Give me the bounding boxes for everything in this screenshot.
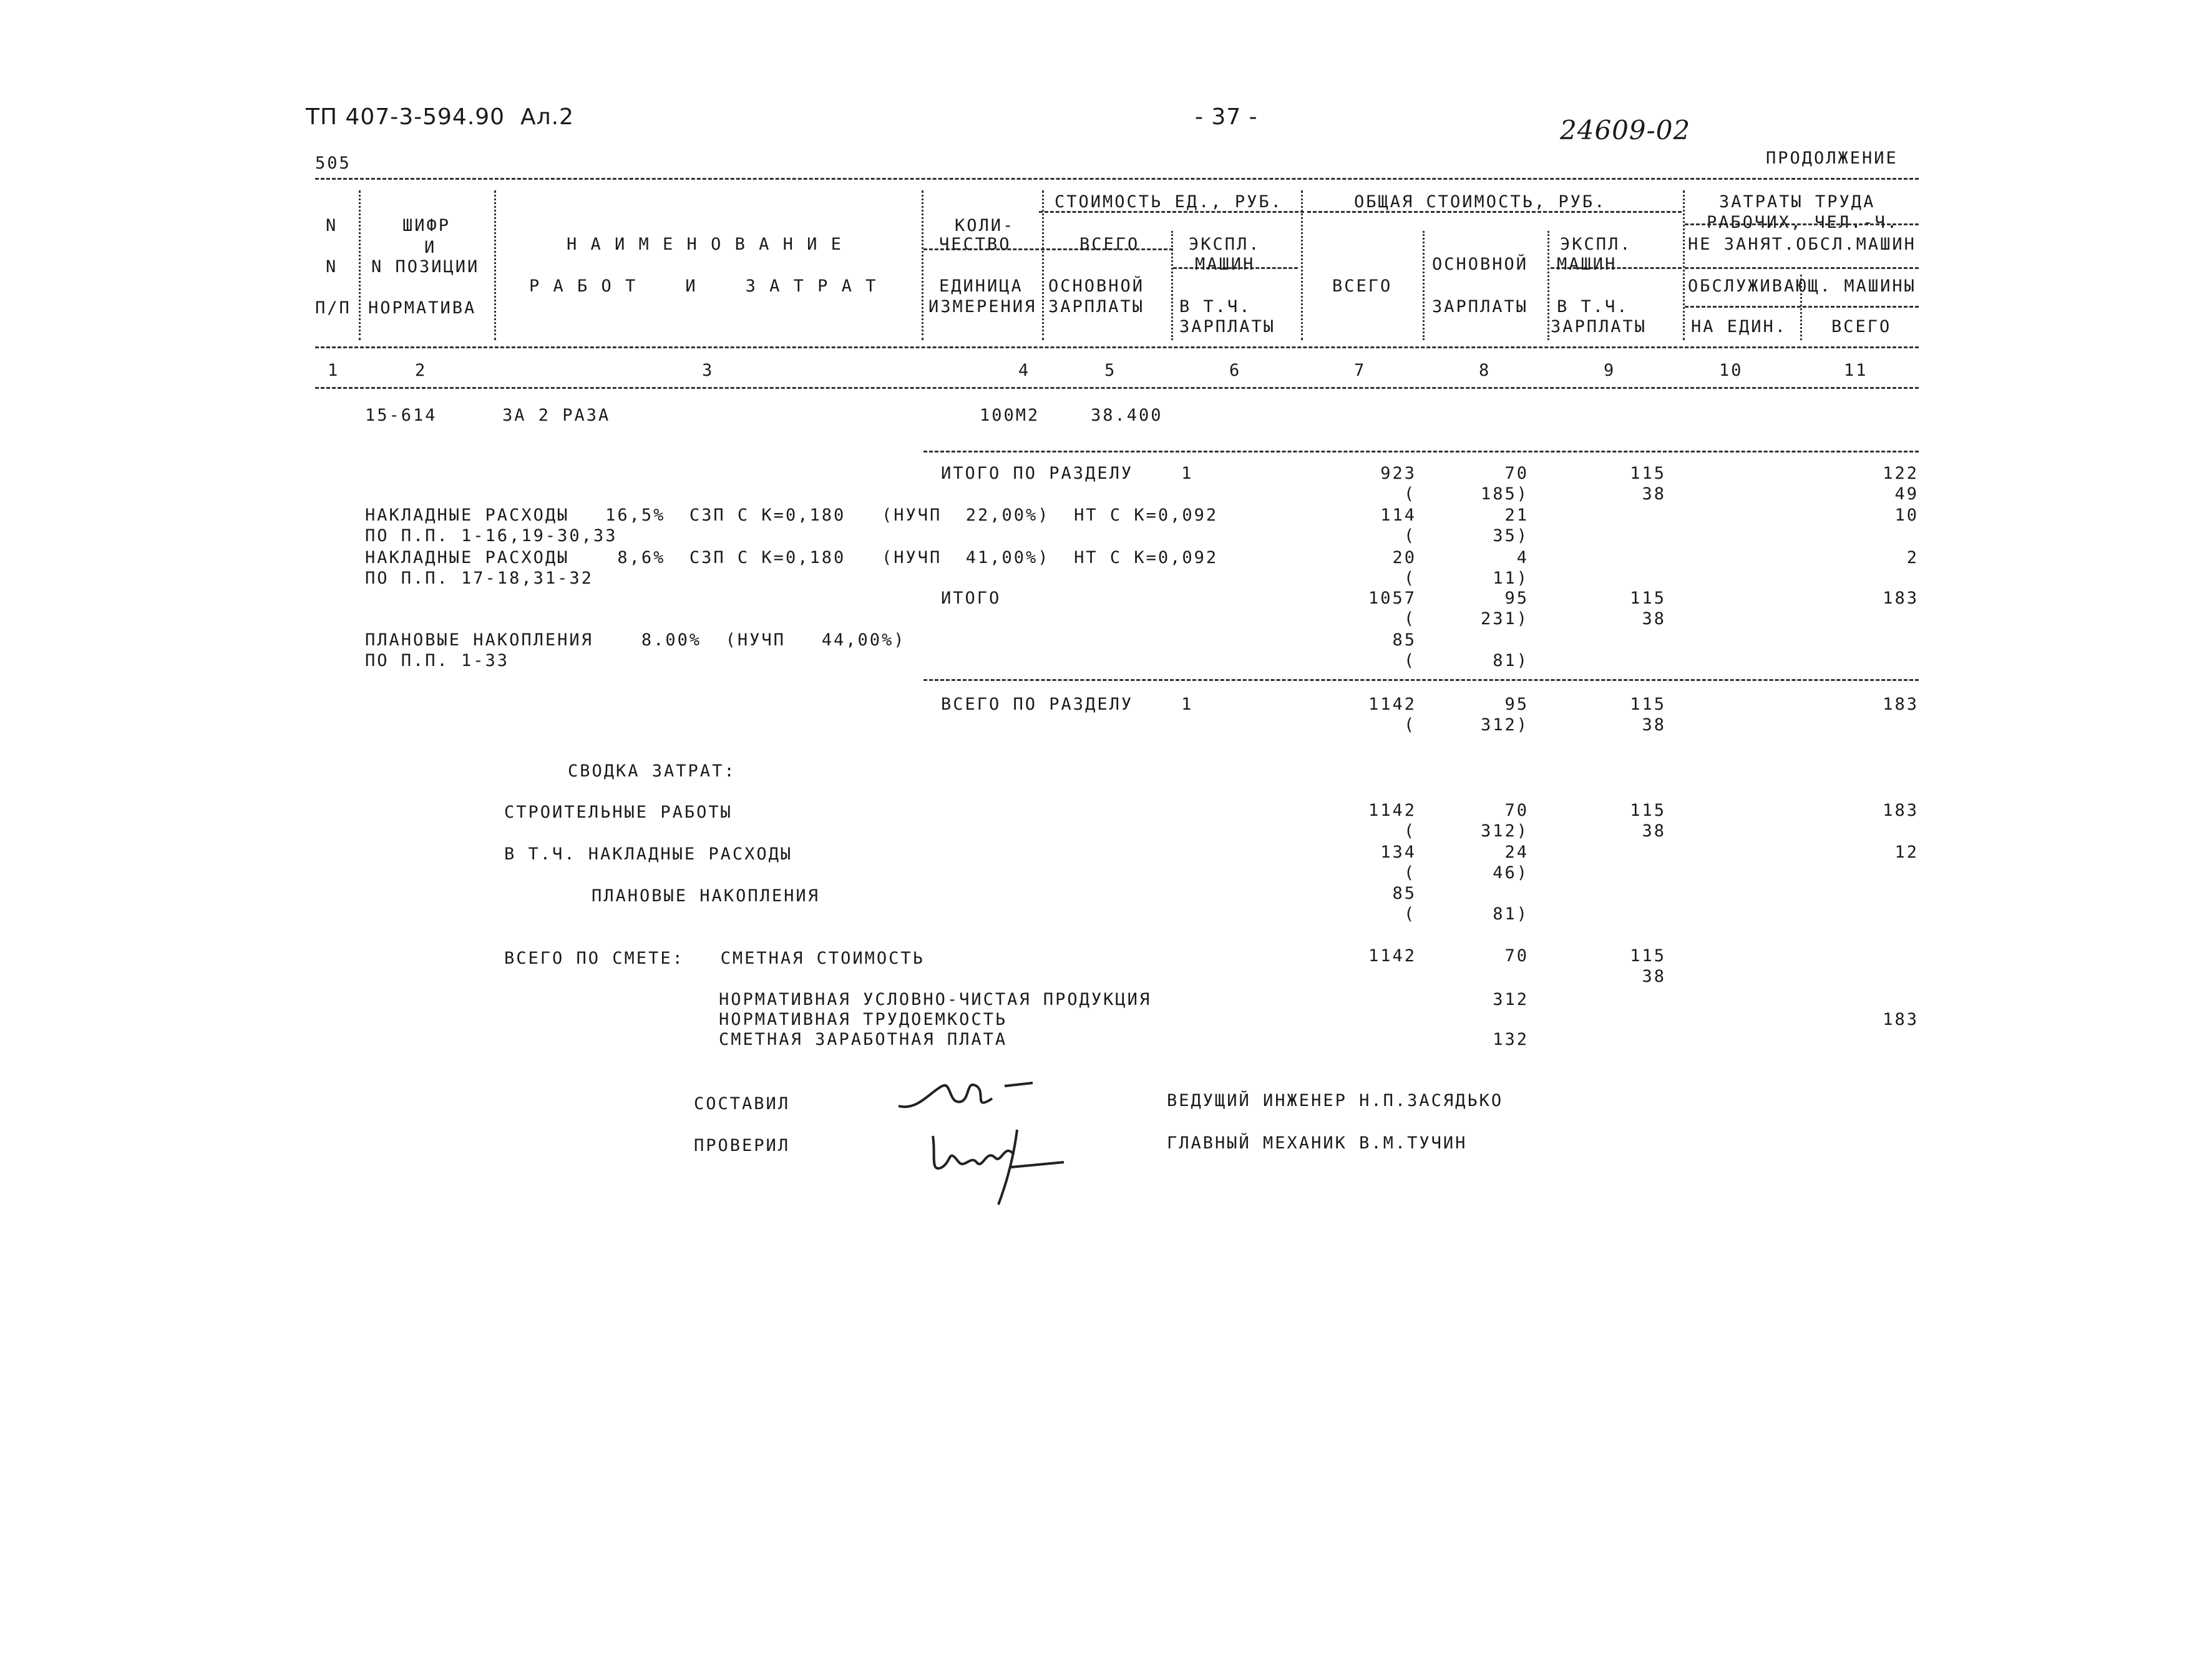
- sheet-id: 505: [315, 154, 351, 173]
- wage-fund-value: 132: [1493, 1030, 1529, 1049]
- itogo-c8: 95: [1504, 589, 1529, 608]
- overhead2-c7: 20: [1392, 548, 1416, 567]
- col1-h3: П/П: [315, 298, 351, 318]
- col5-h1: ВСЕГО: [1079, 235, 1140, 254]
- col2-h3: N ПОЗИЦИИ: [371, 257, 480, 276]
- itogo-c9: 115: [1630, 589, 1666, 608]
- estimate-total-label: ВСЕГО ПО СМЕТЕ: СМЕТНАЯ СТОИМОСТЬ: [504, 949, 925, 968]
- estimate-total-c8: 70: [1504, 946, 1529, 966]
- labor-sub-rule-1: [1685, 267, 1919, 269]
- section-grand-c8b: 312): [1480, 715, 1529, 735]
- section-total-c8: 70: [1504, 464, 1529, 483]
- col10-header: НА ЕДИН.: [1691, 317, 1788, 336]
- col-separator: [359, 190, 361, 340]
- total-cost-header: ОБЩАЯ СТОИМОСТЬ, РУБ.: [1354, 192, 1607, 212]
- paren: (: [1404, 821, 1416, 841]
- col-num-7: 7: [1354, 361, 1367, 380]
- norm-products-value: 312: [1493, 990, 1529, 1009]
- header-top-rule: [315, 178, 1919, 180]
- checker-signature: [923, 1123, 1073, 1211]
- incl-overhead-c8b: 46): [1493, 863, 1529, 883]
- col5-h3: ЗАРПЛАТЫ: [1048, 297, 1145, 316]
- col-separator: [1423, 231, 1425, 340]
- planned-line1: ПЛАНОВЫЕ НАКОПЛЕНИЯ 8.00% (НУЧП 44,00%): [365, 630, 906, 650]
- overhead2-line1: НАКЛАДНЫЕ РАСХОДЫ 8,6% СЗП С К=0,180 (НУЧП 41,00%) НТ С К=0,092: [365, 548, 1219, 567]
- construction-c11: 183: [1883, 801, 1919, 820]
- col4-h1: КОЛИ-: [955, 216, 1015, 235]
- overhead2-line2: ПО П.П. 17-18,31-32: [365, 569, 593, 588]
- col-num-11: 11: [1844, 361, 1868, 380]
- unit-cost-header: СТОИМОСТЬ ЕД., РУБ.: [1055, 192, 1283, 212]
- incl-overhead-c11: 12: [1894, 843, 1919, 862]
- construction-c9b: 38: [1642, 821, 1666, 841]
- incl-overhead-label: В Т.Ч. НАКЛАДНЫЕ РАСХОДЫ: [504, 844, 793, 864]
- construction-c9: 115: [1630, 801, 1666, 820]
- col-num-4: 4: [1018, 361, 1031, 380]
- incl-overhead-c8: 24: [1504, 843, 1529, 862]
- checked-label: ПРОВЕРИЛ: [694, 1136, 791, 1155]
- construction-c8: 70: [1504, 801, 1529, 820]
- col6-h3: В Т.Ч.: [1179, 297, 1252, 316]
- col4-h3: ЕДИНИЦА: [939, 276, 1023, 296]
- col-num-8: 8: [1479, 361, 1491, 380]
- overhead2-c8: 4: [1516, 548, 1529, 567]
- section-grand-c9: 115: [1630, 695, 1666, 714]
- col3-h2: Р А Б О Т И З А Т Р А Т: [529, 276, 878, 296]
- section-total-c11b: 49: [1894, 484, 1919, 504]
- col7-header: ВСЕГО: [1332, 276, 1393, 296]
- col9-h1: ЭКСПЛ.: [1560, 235, 1632, 254]
- paren: (: [1404, 863, 1416, 883]
- paren: (: [1404, 484, 1416, 504]
- construction-c7: 1142: [1368, 801, 1416, 820]
- col1-h2: N: [326, 257, 338, 276]
- col1-h1: N: [326, 216, 338, 235]
- col4-h2: ЧЕСТВО: [939, 235, 1011, 254]
- item-unit: 100М2: [980, 406, 1040, 425]
- paren: (: [1404, 715, 1416, 735]
- norm-products-label: НОРМАТИВНАЯ УСЛОВНО-ЧИСТАЯ ПРОДУКЦИЯ: [719, 990, 1152, 1009]
- summary-title: СВОДКА ЗАТРАТ:: [568, 761, 736, 781]
- col9-h4: ЗАРПЛАТЫ: [1551, 317, 1647, 336]
- paren: (: [1404, 904, 1416, 924]
- estimate-total-c9: 115: [1630, 946, 1666, 966]
- compiler-signature: [892, 1067, 1042, 1123]
- estimate-total-c9b: 38: [1642, 967, 1666, 986]
- planned-summary-label: ПЛАНОВЫЕ НАКОПЛЕНИЯ: [592, 886, 820, 906]
- norm-labor-label: НОРМАТИВНАЯ ТРУДОЕМКОСТЬ: [719, 1010, 1008, 1029]
- col-separator: [1042, 190, 1044, 340]
- col-separator: [1171, 231, 1173, 340]
- page-number: - 37 -: [1195, 104, 1258, 130]
- number-row-rule: [315, 387, 1919, 389]
- col8-h1: ОСНОВНОЙ: [1432, 255, 1529, 274]
- col6-h1: ЭКСПЛ.: [1189, 235, 1261, 254]
- archive-number: 24609-02: [1560, 115, 1691, 145]
- col-num-1: 1: [328, 361, 340, 380]
- itogo-label: ИТОГО: [941, 589, 1001, 608]
- col-num-6: 6: [1229, 361, 1242, 380]
- planned-c8b: 81): [1493, 651, 1529, 670]
- overhead1-c8b: 35): [1493, 526, 1529, 546]
- document-code: ТП 407-3-594.90 Ал.2: [306, 104, 574, 130]
- col-separator: [1683, 190, 1685, 340]
- overhead2-c8b: 11): [1493, 569, 1529, 588]
- col8-h2: ЗАРПЛАТЫ: [1432, 297, 1529, 316]
- header-bottom-rule: [315, 346, 1919, 348]
- compiled-label: СОСТАВИЛ: [694, 1094, 791, 1113]
- col-num-5: 5: [1104, 361, 1117, 380]
- overhead1-c11: 10: [1894, 506, 1919, 525]
- compiled-by: ВЕДУЩИЙ ИНЖЕНЕР Н.П.ЗАСЯДЬКО: [1167, 1091, 1504, 1110]
- col-separator: [1547, 231, 1549, 340]
- overhead2-c11: 2: [1906, 548, 1919, 567]
- checked-by: ГЛАВНЫЙ МЕХАНИК В.М.ТУЧИН: [1167, 1133, 1468, 1153]
- item-quantity: 38.400: [1091, 406, 1163, 425]
- section-total-c11: 122: [1883, 464, 1919, 483]
- construction-label: СТРОИТЕЛЬНЫЕ РАБОТЫ: [504, 803, 733, 822]
- construction-c8b: 312): [1480, 821, 1529, 841]
- section-grand-c11: 183: [1883, 695, 1919, 714]
- col6-h4: ЗАРПЛАТЫ: [1179, 317, 1276, 336]
- section-rule: [923, 451, 1919, 453]
- col-num-10: 10: [1719, 361, 1743, 380]
- col-separator: [1301, 190, 1303, 340]
- section-total-c8b: 185): [1480, 484, 1529, 504]
- norm-labor-value: 183: [1883, 1010, 1919, 1029]
- paren: (: [1404, 651, 1416, 670]
- col5-h2: ОСНОВНОЙ: [1048, 276, 1145, 296]
- item-name: ЗА 2 РАЗА: [502, 406, 611, 425]
- col9-h2: МАШИН: [1557, 255, 1617, 274]
- itogo-c11: 183: [1883, 589, 1919, 608]
- estimate-total-c7: 1142: [1368, 946, 1416, 966]
- paren: (: [1404, 609, 1416, 629]
- labor-sub1: НЕ ЗАНЯТ.ОБСЛ.МАШИН: [1688, 235, 1916, 254]
- planned-line2: ПО П.П. 1-33: [365, 651, 510, 670]
- paren: (: [1404, 569, 1416, 588]
- section-total-c9: 115: [1630, 464, 1666, 483]
- overhead1-c8: 21: [1504, 506, 1529, 525]
- itogo-c8b: 231): [1480, 609, 1529, 629]
- col-separator: [494, 190, 496, 340]
- incl-overhead-c7: 134: [1380, 843, 1416, 862]
- item-code: 15-614: [365, 406, 437, 425]
- labor-h2: РАБОЧИХ, ЧЕЛ.-Ч.: [1707, 213, 1899, 232]
- itogo-c9b: 38: [1642, 609, 1666, 629]
- col2-h2: И: [424, 238, 437, 257]
- section-grand-label: ВСЕГО ПО РАЗДЕЛУ 1: [941, 695, 1194, 714]
- col-num-3: 3: [702, 361, 714, 380]
- continuation-label: ПРОДОЛЖЕНИЕ: [1766, 149, 1898, 168]
- paren: (: [1404, 526, 1416, 546]
- section-total-c7: 923: [1380, 464, 1416, 483]
- col11-header: ВСЕГО: [1831, 317, 1892, 336]
- planned-summary-c7: 85: [1392, 884, 1416, 903]
- section-grand-c9b: 38: [1642, 715, 1666, 735]
- section-rule: [923, 679, 1919, 681]
- overhead1-line1: НАКЛАДНЫЕ РАСХОДЫ 16,5% СЗП С К=0,180 (НУЧП 22,00%) НТ С К=0,092: [365, 506, 1219, 525]
- section-total-c9b: 38: [1642, 484, 1666, 504]
- overhead1-c7: 114: [1380, 506, 1416, 525]
- labor-sub2: ОБСЛУЖИВАЮЩ. МАШИНЫ: [1688, 276, 1916, 296]
- section-total-label: ИТОГО ПО РАЗДЕЛУ 1: [941, 464, 1194, 483]
- col2-h4: НОРМАТИВА: [368, 298, 477, 318]
- col9-h3: В Т.Ч.: [1557, 297, 1629, 316]
- col-num-2: 2: [415, 361, 427, 380]
- col-num-9: 9: [1604, 361, 1616, 380]
- labor-h1: ЗАТРАТЫ ТРУДА: [1719, 192, 1876, 212]
- col2-h1: ШИФР: [402, 216, 451, 235]
- itogo-c7: 1057: [1368, 589, 1416, 608]
- col6-h2: МАШИН: [1195, 255, 1255, 274]
- overhead1-line2: ПО П.П. 1-16,19-30,33: [365, 526, 618, 546]
- planned-summary-c8b: 81): [1493, 904, 1529, 924]
- planned-c7: 85: [1392, 630, 1416, 650]
- col4-h4: ИЗМЕРЕНИЯ: [928, 297, 1037, 316]
- wage-fund-label: СМЕТНАЯ ЗАРАБОТНАЯ ПЛАТА: [719, 1030, 1008, 1049]
- section-grand-c8: 95: [1504, 695, 1529, 714]
- col3-h1: Н А И М Е Н О В А Н И Е: [567, 235, 843, 254]
- section-grand-c7: 1142: [1368, 695, 1416, 714]
- col-separator: [922, 190, 923, 340]
